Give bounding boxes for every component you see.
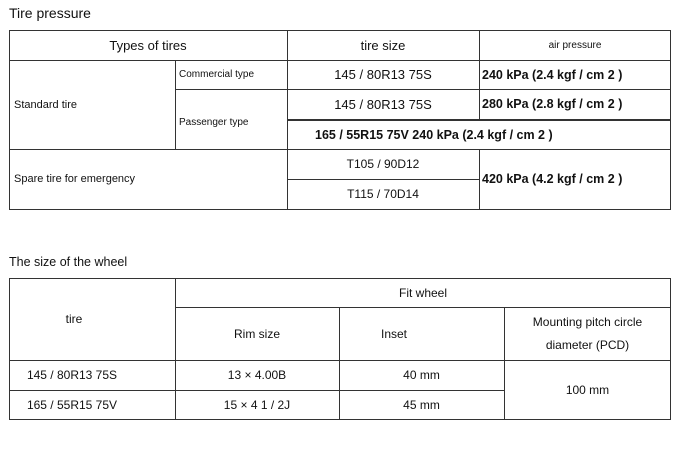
commercial-type-label: Commercial type bbox=[179, 69, 255, 80]
wheel-row-1-inset: 40 mm bbox=[403, 368, 440, 382]
wheel-row-1-tire: 145 / 80R13 75S bbox=[26, 368, 118, 382]
tire-pressure-table bbox=[9, 30, 671, 210]
pcd-value: 100 mm bbox=[565, 382, 610, 397]
wheel-row-2-inset: 45 mm bbox=[403, 397, 440, 412]
wheel-size-heading: The size of the wheel bbox=[9, 255, 128, 269]
passenger-tire-size-1: 145 / 80R13 75S bbox=[334, 96, 432, 112]
spare-tire-size-2: T115 / 70D14 bbox=[347, 187, 419, 201]
spare-air-pressure: 420 kPa (4.2 kgf / cm 2 ) bbox=[482, 172, 623, 186]
wheel-row-2-rim: 15 × 4 1 / 2J bbox=[223, 397, 291, 412]
header-tire-size: tire size bbox=[360, 37, 406, 53]
header-air-pressure: air pressure bbox=[548, 39, 602, 51]
header-rim-size: Rim size bbox=[233, 326, 280, 341]
spare-tire-label: Spare tire for emergency bbox=[14, 173, 136, 185]
passenger-type-label: Passenger type bbox=[179, 116, 249, 128]
header-fit-wheel: Fit wheel bbox=[398, 285, 448, 300]
standard-tire-label: Standard tire bbox=[14, 98, 77, 111]
header-types-of-tires: Types of tires bbox=[109, 37, 187, 53]
header-tire: tire bbox=[65, 312, 83, 326]
wheel-size-table bbox=[9, 278, 671, 420]
wheel-row-1-rim: 13 × 4.00B bbox=[227, 368, 287, 382]
commercial-air-pressure: 240 kPa (2.4 kgf / cm 2 ) bbox=[482, 67, 623, 82]
header-pcd bbox=[504, 307, 671, 360]
spare-tire-size-1: T105 / 90D12 bbox=[346, 157, 420, 171]
commercial-tire-size: 145 / 80R13 75S bbox=[334, 67, 432, 82]
header-pcd-line1: Mounting pitch circle bbox=[532, 314, 643, 329]
passenger-tire-row-2: 165 / 55R15 75V 240 kPa (2.4 kgf / cm 2 ) bbox=[315, 128, 553, 142]
header-pcd-line2: diameter (PCD) bbox=[545, 337, 630, 352]
passenger-air-pressure-1: 280 kPa (2.8 kgf / cm 2 ) bbox=[482, 97, 623, 111]
wheel-row-2-tire: 165 / 55R15 75V bbox=[26, 397, 118, 412]
tire-pressure-heading: Tire pressure bbox=[9, 5, 91, 21]
header-inset: Inset bbox=[380, 326, 407, 341]
